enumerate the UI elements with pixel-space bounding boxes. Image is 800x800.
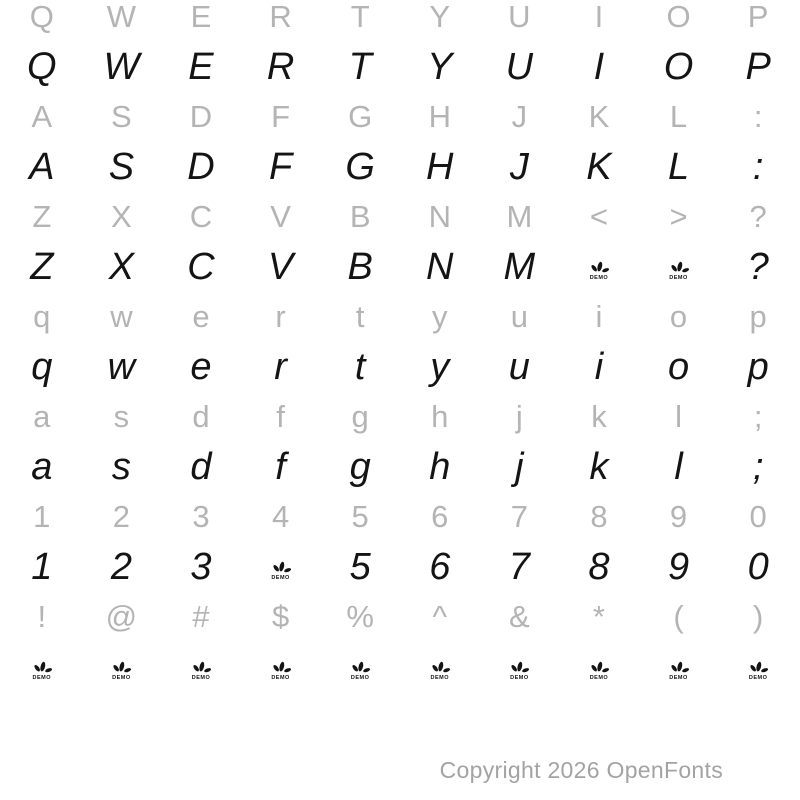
glyph-character: k	[589, 446, 609, 488]
glyph-character: u	[508, 346, 530, 388]
glyph-character: S	[108, 146, 135, 188]
reference-character: O	[666, 0, 691, 34]
glyph-character: V	[267, 246, 294, 288]
reference-character: <	[589, 199, 608, 234]
glyph-character: P	[745, 46, 771, 88]
reference-character: e	[192, 299, 210, 334]
glyph-character: o	[667, 346, 690, 388]
glyph-character: f	[275, 446, 286, 488]
copyright-text: Copyright 2026 OpenFonts	[439, 757, 723, 783]
demo-placeholder-glyph	[668, 261, 690, 281]
glyph-character: 2	[110, 546, 132, 588]
reference-character: @	[105, 599, 138, 634]
reference-character: U	[508, 0, 531, 34]
glyph-character: H	[426, 146, 454, 188]
glyph-character: 3	[190, 546, 212, 588]
demo-label: DEMO	[430, 675, 450, 681]
glyph-character: e	[190, 346, 212, 388]
reference-character: X	[111, 199, 132, 234]
reference-char-row	[2, 592, 798, 642]
glyph-character: I	[593, 46, 605, 88]
three-leaf-splash-icon	[31, 661, 53, 674]
reference-character: Y	[429, 0, 451, 34]
reference-character: 6	[431, 499, 449, 534]
reference-character: C	[189, 199, 213, 234]
glyph-character: y	[430, 346, 450, 388]
reference-character: A	[31, 99, 53, 134]
reference-character: :	[753, 99, 763, 134]
reference-character: S	[111, 99, 132, 134]
three-leaf-splash-icon	[508, 661, 530, 674]
demo-glyph-cell	[320, 642, 400, 692]
reference-character: 8	[590, 499, 608, 534]
glyph-character: Q	[27, 46, 57, 88]
reference-character: $	[271, 599, 290, 634]
demo-placeholder-glyph	[190, 661, 212, 681]
reference-character: 7	[510, 499, 528, 534]
reference-character: ;	[753, 399, 763, 434]
reference-character: (	[673, 599, 684, 634]
glyph-character: q	[31, 346, 53, 388]
reference-character: T	[350, 0, 370, 34]
reference-character: 5	[351, 499, 369, 534]
reference-character: >	[669, 199, 688, 234]
glyph-character: Y	[427, 46, 453, 88]
reference-character: V	[270, 199, 291, 234]
glyph-character: p	[747, 346, 769, 388]
reference-character: r	[275, 299, 286, 334]
three-leaf-splash-icon	[747, 661, 769, 674]
reference-character: p	[749, 299, 767, 334]
reference-character: i	[595, 299, 603, 334]
font-glyph-row	[2, 342, 798, 392]
glyph-character: C	[187, 246, 215, 288]
font-glyph-row	[2, 642, 798, 692]
demo-placeholder-glyph	[270, 561, 292, 581]
glyph-grid	[2, 0, 798, 692]
reference-character: *	[592, 599, 605, 634]
demo-placeholder-glyph	[429, 661, 451, 681]
glyph-character: r	[274, 346, 287, 388]
reference-character: k	[591, 399, 607, 434]
glyph-character: J	[509, 146, 529, 188]
glyph-character: 0	[747, 546, 769, 588]
glyph-character: K	[586, 146, 612, 188]
glyph-character: 1	[31, 546, 53, 588]
reference-character: ?	[749, 199, 767, 234]
glyph-character: i	[594, 346, 604, 388]
demo-glyph-cell	[639, 642, 719, 692]
reference-character: H	[428, 99, 451, 134]
glyph-character: d	[190, 446, 212, 488]
reference-character: d	[192, 399, 210, 434]
glyph-character: j	[515, 446, 524, 488]
three-leaf-splash-icon	[429, 661, 451, 674]
reference-character: o	[669, 299, 688, 334]
demo-placeholder-glyph	[270, 661, 292, 681]
reference-character: j	[515, 399, 523, 434]
reference-character: F	[271, 99, 291, 134]
reference-character: Z	[32, 199, 52, 234]
glyph-character: 8	[588, 546, 610, 588]
demo-placeholder-glyph	[110, 661, 132, 681]
demo-placeholder-glyph	[668, 661, 690, 681]
reference-character: 2	[112, 499, 131, 534]
reference-character: J	[511, 99, 528, 134]
reference-char-row	[2, 392, 798, 442]
reference-character: E	[190, 0, 212, 34]
demo-glyph-cell	[639, 242, 719, 292]
demo-label: DEMO	[589, 275, 609, 281]
three-leaf-splash-icon	[588, 661, 610, 674]
reference-character: s	[113, 399, 130, 434]
reference-character: &	[509, 599, 530, 634]
three-leaf-splash-icon	[110, 661, 132, 674]
reference-character: a	[33, 399, 51, 434]
reference-character: 1	[33, 499, 51, 534]
glyph-character: s	[111, 446, 131, 488]
glyph-character: g	[349, 446, 371, 488]
reference-char-row	[2, 292, 798, 342]
three-leaf-splash-icon	[270, 661, 292, 674]
demo-placeholder-glyph	[349, 661, 371, 681]
reference-character: R	[269, 0, 292, 34]
reference-character: f	[276, 399, 285, 434]
reference-character: %	[346, 599, 374, 634]
glyph-character: 6	[429, 546, 451, 588]
glyph-character: O	[663, 46, 694, 88]
reference-character: #	[192, 599, 210, 634]
glyph-character: 7	[508, 546, 530, 588]
demo-label: DEMO	[271, 575, 290, 581]
reference-character: g	[351, 399, 369, 434]
demo-glyph-cell	[241, 642, 321, 692]
glyph-character: W	[103, 46, 140, 88]
reference-character: M	[506, 199, 533, 234]
demo-glyph-cell	[400, 642, 480, 692]
demo-glyph-cell	[559, 242, 639, 292]
reference-character: G	[348, 99, 373, 134]
glyph-character: T	[348, 46, 372, 88]
glyph-character: F	[268, 146, 293, 188]
reference-character: K	[588, 99, 610, 134]
reference-character: I	[594, 0, 604, 34]
reference-character: N	[428, 199, 451, 234]
demo-glyph-cell	[2, 642, 82, 692]
three-leaf-splash-icon	[270, 561, 292, 574]
reference-character: 0	[749, 499, 767, 534]
glyph-character: G	[345, 146, 375, 188]
demo-glyph-cell	[82, 642, 162, 692]
reference-character: u	[510, 299, 528, 334]
glyph-character: 5	[349, 546, 371, 588]
reference-character: w	[110, 299, 133, 334]
demo-glyph-cell	[161, 642, 241, 692]
reference-character: y	[432, 299, 448, 334]
glyph-character: t	[354, 346, 366, 388]
reference-character: t	[355, 299, 365, 334]
reference-character: h	[431, 399, 449, 434]
demo-label: DEMO	[271, 675, 290, 681]
glyph-character: U	[505, 46, 534, 88]
glyph-character: R	[266, 46, 295, 88]
demo-label: DEMO	[32, 675, 52, 681]
three-leaf-splash-icon	[190, 661, 212, 674]
glyph-character: X	[108, 246, 135, 288]
font-glyph-row	[2, 542, 798, 592]
font-glyph-row	[2, 142, 798, 192]
glyph-character: B	[347, 246, 373, 288]
demo-label: DEMO	[510, 675, 529, 681]
glyph-character: w	[107, 346, 136, 388]
demo-glyph-cell	[480, 642, 560, 692]
reference-character: B	[349, 199, 371, 234]
demo-placeholder-glyph	[508, 661, 530, 681]
three-leaf-splash-icon	[349, 661, 371, 674]
reference-character: 3	[192, 499, 210, 534]
reference-character: W	[106, 0, 137, 34]
glyph-character: E	[188, 46, 214, 88]
glyph-character: D	[187, 146, 215, 188]
reference-character: P	[747, 0, 769, 34]
glyph-character: h	[429, 446, 451, 488]
glyph-character: L	[667, 146, 690, 188]
demo-glyph-cell	[559, 642, 639, 692]
reference-char-row	[2, 192, 798, 242]
reference-char-row	[2, 0, 798, 42]
reference-character: 9	[669, 499, 688, 534]
reference-character: )	[752, 599, 764, 634]
reference-character: l	[675, 399, 682, 434]
font-glyph-row	[2, 442, 798, 492]
glyph-character: 9	[667, 546, 690, 588]
demo-label: DEMO	[191, 675, 211, 681]
reference-character: !	[37, 599, 47, 634]
glyph-character: M	[503, 246, 536, 288]
glyph-character: l	[674, 446, 683, 488]
demo-label: DEMO	[350, 675, 370, 681]
glyph-character: Z	[30, 246, 54, 288]
glyph-character: N	[426, 246, 454, 288]
reference-character: Q	[29, 0, 54, 34]
demo-glyph-cell	[241, 542, 321, 592]
demo-placeholder-glyph	[31, 661, 53, 681]
reference-char-row	[2, 92, 798, 142]
demo-label: DEMO	[669, 275, 688, 281]
demo-placeholder-glyph	[588, 261, 610, 281]
demo-label: DEMO	[669, 675, 688, 681]
font-glyph-row	[2, 242, 798, 292]
demo-label: DEMO	[112, 675, 131, 681]
demo-label: DEMO	[589, 675, 609, 681]
three-leaf-splash-icon	[588, 261, 610, 274]
glyph-character: a	[31, 446, 53, 488]
reference-char-row	[2, 492, 798, 542]
reference-character: q	[33, 299, 51, 334]
reference-character: D	[189, 99, 213, 134]
reference-character: 4	[271, 499, 290, 534]
demo-label: DEMO	[748, 675, 768, 681]
reference-character: L	[669, 99, 688, 134]
demo-glyph-cell	[718, 642, 798, 692]
glyph-character: A	[29, 146, 55, 188]
three-leaf-splash-icon	[668, 661, 690, 674]
glyph-character: :	[752, 146, 764, 188]
three-leaf-splash-icon	[668, 261, 690, 274]
reference-character: ^	[432, 599, 448, 634]
glyph-character: ?	[747, 246, 769, 288]
demo-placeholder-glyph	[588, 661, 610, 681]
glyph-character: ;	[752, 446, 764, 488]
font-glyph-row	[2, 42, 798, 92]
demo-placeholder-glyph	[747, 661, 769, 681]
